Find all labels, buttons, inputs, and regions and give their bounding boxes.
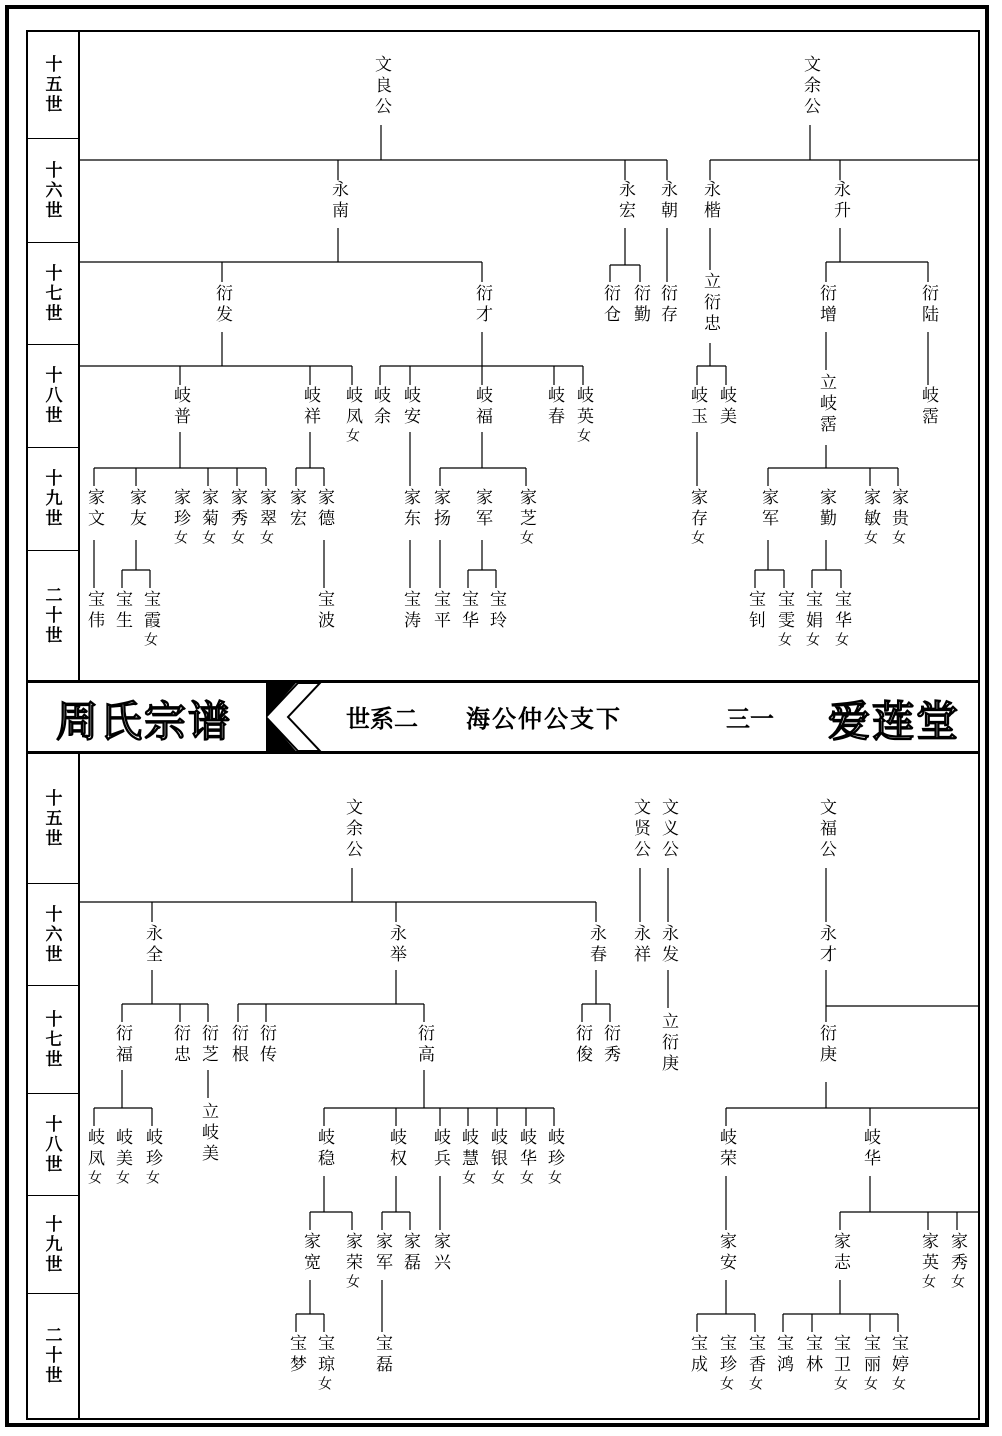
person-name: 岐华女 [516,1128,536,1188]
person-name: 宝婷女 [888,1334,908,1394]
person-name: 文义公 [658,798,678,861]
generation-label: 十五世 [26,754,78,884]
person-name: 永宏 [615,180,635,222]
generation-label: 十七世 [26,243,78,345]
person-name: 家秀女 [227,488,247,548]
person-name: 衍忠 [170,1024,190,1066]
person-name: 家芝女 [516,488,536,548]
person-name: 岐荣 [716,1128,736,1170]
person-name: 岐余 [370,386,390,428]
person-name: 家友 [126,488,146,530]
generation-label: 十六世 [26,139,78,243]
generation-label: 十六世 [26,884,78,986]
person-name: 衍庚 [816,1024,836,1066]
person-name: 衍传 [256,1024,276,1066]
person-name: 宝玲 [486,590,506,632]
person-name: 家秀女 [947,1232,967,1292]
person-name: 文贤公 [630,798,650,861]
person-name: 家英女 [918,1232,938,1292]
person-name: 立岐霑 [816,373,836,436]
person-name: 衍勤 [630,284,650,326]
person-name: 岐银女 [487,1128,507,1188]
person-name: 衍高 [414,1024,434,1066]
person-name: 宝磊 [372,1334,392,1376]
person-name: 宝平 [430,590,450,632]
person-name: 岐安 [400,386,420,428]
person-name: 岐英女 [573,386,593,446]
person-name: 家文 [84,488,104,530]
genealogy-title: 周氏宗谱 [56,697,233,746]
generation-label: 十八世 [26,1094,78,1196]
person-name: 家志 [830,1232,850,1274]
person-name: 立衍忠 [700,272,720,335]
person-name: 宝雯女 [774,590,794,650]
person-name: 宝鸿 [773,1334,793,1376]
person-name: 宝涛 [400,590,420,632]
person-name: 文余公 [800,55,820,118]
person-name: 衍福 [112,1024,132,1066]
person-name: 岐慧女 [458,1128,478,1188]
person-name: 立衍庚 [658,1012,678,1075]
person-name: 衍根 [228,1024,248,1066]
person-name: 宝香女 [745,1334,765,1394]
person-name: 衍存 [657,284,677,326]
person-name: 宝波 [314,590,334,632]
person-name: 宝梦 [286,1334,306,1376]
person-name: 家磊 [400,1232,420,1274]
person-name: 衍增 [816,284,836,326]
person-name: 家兴 [430,1232,450,1274]
person-name: 宝林 [802,1334,822,1376]
person-name: 宝伟 [84,590,104,632]
person-name: 永南 [328,180,348,222]
person-name: 宝成 [687,1334,707,1376]
person-name: 岐稳 [314,1128,334,1170]
generation-label: 十七世 [26,986,78,1094]
person-name: 永全 [142,924,162,966]
person-name: 家敏女 [860,488,880,548]
person-name: 文余公 [342,798,362,861]
person-name: 岐霑 [918,386,938,428]
person-name: 家宏 [286,488,306,530]
person-name: 岐春 [544,386,564,428]
person-name: 家东 [400,488,420,530]
generation-label: 二十世 [41,585,62,646]
person-name: 永楷 [700,180,720,222]
person-name: 家勤 [816,488,836,530]
person-name: 家军 [372,1232,392,1274]
person-name: 永发 [658,924,678,966]
generation-label: 十八世 [26,345,78,448]
person-name: 岐美女 [112,1128,132,1188]
person-name: 永举 [386,924,406,966]
person-name: 岐玉 [687,386,707,428]
person-name: 家扬 [430,488,450,530]
person-name: 岐凤女 [84,1128,104,1188]
person-name: 家珍女 [170,488,190,548]
person-name: 岐华 [860,1128,880,1170]
person-name: 文福公 [816,798,836,861]
person-name: 宝卫女 [830,1334,850,1394]
section-label: 世系二 [346,705,418,733]
person-name: 衍仓 [600,284,620,326]
person-name: 宝琼女 [314,1334,334,1394]
person-name: 岐珍女 [142,1128,162,1188]
person-name: 宝钊 [745,590,765,632]
page-number: 三一 [726,705,774,733]
person-name: 衍俊 [572,1024,592,1066]
person-name: 永才 [816,924,836,966]
person-name: 宝娟女 [802,590,822,650]
person-name: 家宽 [300,1232,320,1274]
generation-label: 十五世 [26,31,78,139]
person-name: 家德 [314,488,334,530]
person-name: 永春 [586,924,606,966]
person-name: 岐美 [716,386,736,428]
person-name: 家存女 [687,488,707,548]
generation-label: 二十世 [41,1326,62,1386]
person-name: 家荣女 [342,1232,362,1292]
hall-name: 爱莲堂 [827,697,960,746]
person-name: 宝华 [458,590,478,632]
person-name: 家军 [758,488,778,530]
generation-label: 十九世 [26,448,78,551]
person-name: 宝生 [112,590,132,632]
person-name: 家翠女 [256,488,276,548]
person-name: 家安 [716,1232,736,1274]
person-name: 岐普 [170,386,190,428]
person-name: 立岐美 [198,1102,218,1165]
person-name: 衍秀 [600,1024,620,1066]
person-name: 永升 [830,180,850,222]
person-name: 岐凤女 [342,386,362,446]
person-name: 宝珍女 [716,1334,736,1394]
branch-label: 海公仲公支下 [466,705,622,733]
person-name: 家贵女 [888,488,908,548]
person-name: 永朝 [657,180,677,222]
person-name: 衍芝 [198,1024,218,1066]
person-name: 衍发 [212,284,232,326]
person-name: 岐祥 [300,386,320,428]
person-name: 文良公 [371,55,391,118]
person-name: 衍陆 [918,284,938,326]
person-name: 岐权 [386,1128,406,1170]
person-name: 衍才 [472,284,492,326]
person-name: 岐兵 [430,1128,450,1170]
person-name: 岐珍女 [544,1128,564,1188]
person-name: 宝华女 [831,590,851,650]
person-name: 家军 [472,488,492,530]
person-name: 岐福 [472,386,492,428]
person-name: 永祥 [630,924,650,966]
generation-label: 十九世 [26,1196,78,1294]
person-name: 宝霞女 [140,590,160,650]
person-name: 家菊女 [198,488,218,548]
person-name: 宝丽女 [860,1334,880,1394]
